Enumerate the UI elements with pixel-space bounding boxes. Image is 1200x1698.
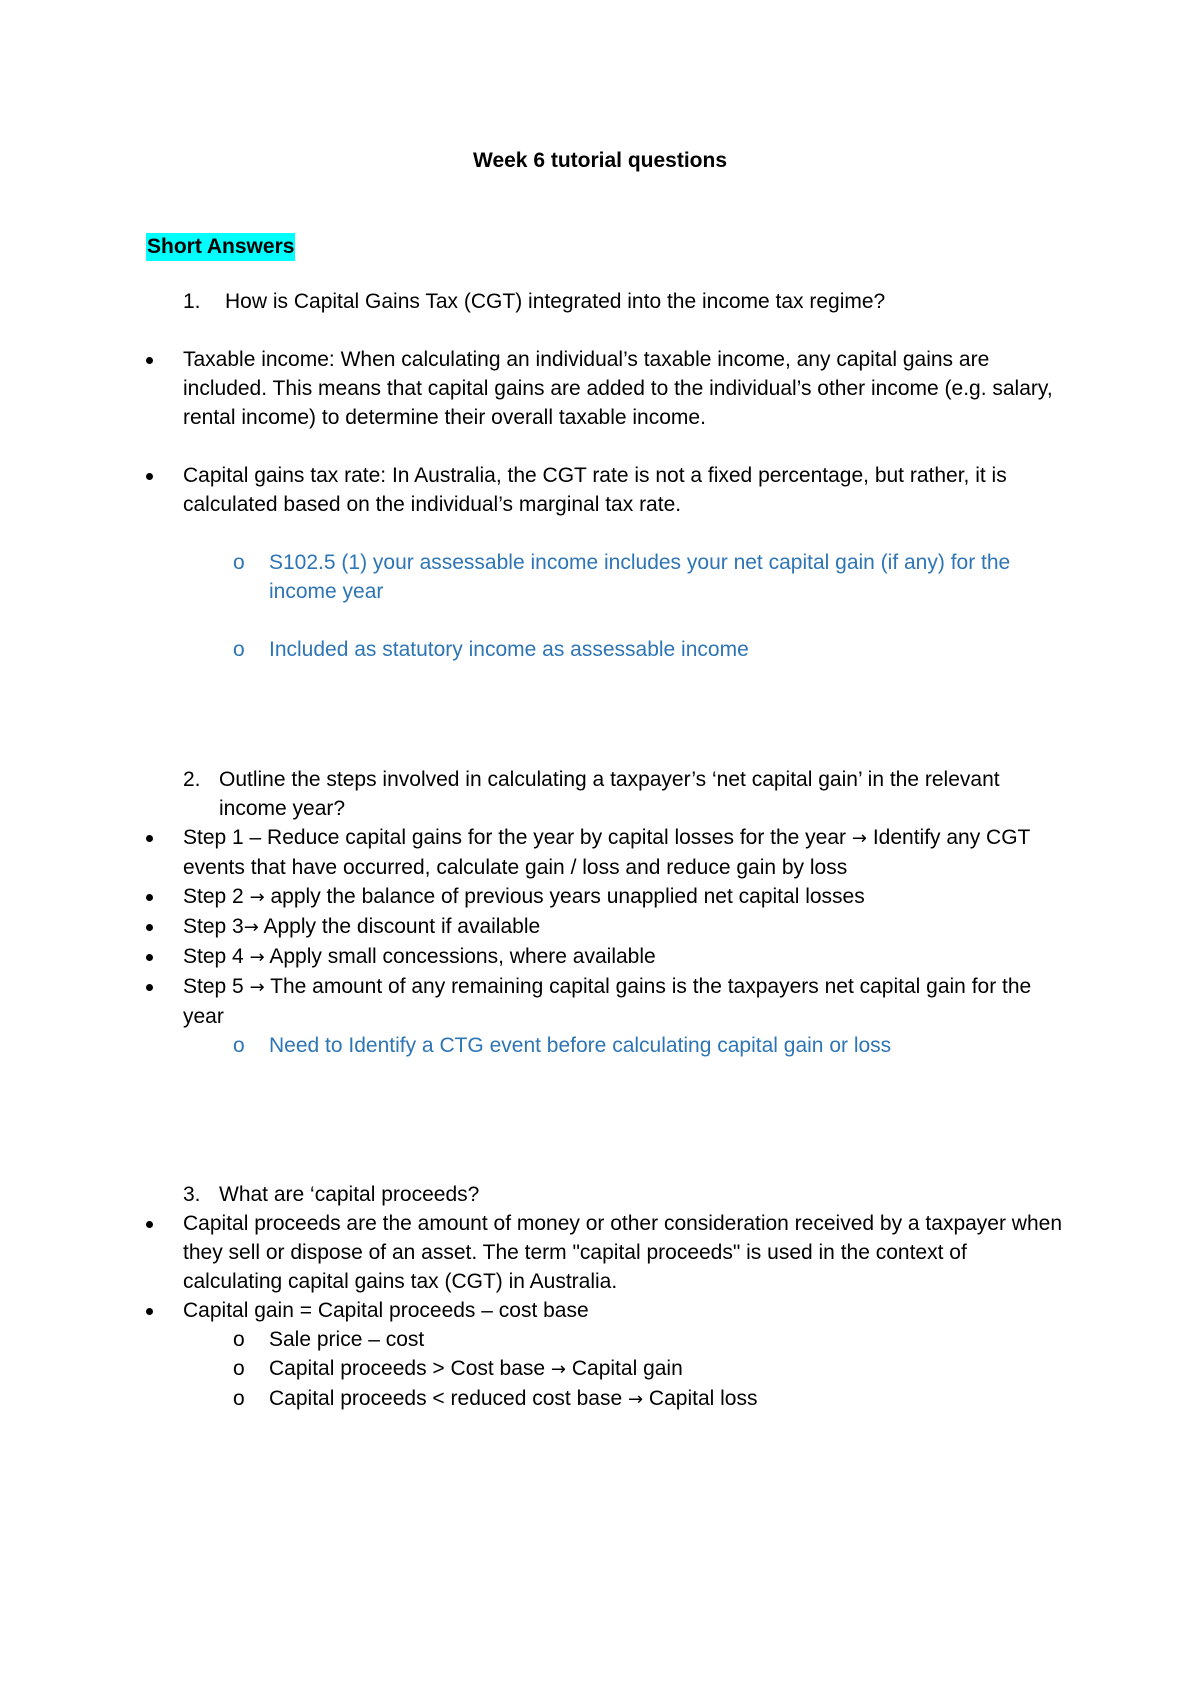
sub-list-item [0,1354,1049,1384]
bullet-icon [146,1308,153,1315]
question-text: What are ‘capital proceeds? [219,1183,480,1206]
question-1-block [0,287,1200,664]
section-heading: Short Answers [146,233,295,261]
question-number: 3. [183,1183,201,1206]
sub-bullet-result: Capital gain [571,1357,683,1380]
question-3 [0,1180,1059,1209]
question-2-block [0,765,1200,1060]
bullet-icon [146,954,153,961]
list-item [0,942,1063,972]
sub-bullet-text: S102.5 (1) your assessable income includes your net capital gain (if any) for the income year [269,551,1011,603]
circle-bullet-icon: o [233,551,245,574]
arrow-right-icon: → [249,947,265,968]
list-item [0,823,1063,882]
arrow-right-icon: → [249,887,265,908]
bullet-icon [146,1221,153,1228]
sub-bullet-text: Capital proceeds > Cost base [269,1357,546,1380]
arrow-right-icon: → [851,828,867,849]
question-1 [0,287,1065,316]
step-label: Step 3 [183,915,244,938]
circle-bullet-icon: o [233,1034,245,1057]
bullet-icon [146,894,153,901]
arrow-right-icon: → [249,977,265,998]
bullet-icon [146,357,153,364]
question-number: 1. [183,290,201,313]
list-item [0,882,1063,912]
step-label: Step 5 [183,975,244,998]
bullet-icon [146,473,153,480]
bullet-text: Capital gain = Capital proceeds – cost base [183,1299,589,1322]
question-text: How is Capital Gains Tax (CGT) integrated into the income tax regime? [225,290,886,313]
list-item [0,345,1063,432]
sub-bullet-text: Need to Identify a CTG event before calculating capital gain or loss [269,1034,892,1057]
step-text: Apply small concessions, where available [269,945,656,968]
step-text: The amount of any remaining capital gains is the taxpayers net capital gain for the year [183,975,1032,1028]
sub-bullet-text: Included as statutory income as assessable income [269,638,749,661]
sub-list-item [0,1031,1049,1060]
bullet-text: Capital gains tax rate: In Australia, the CGT rate is not a fixed percentage, but rather, it is calculated based on the individual’s marginal tax rate. [183,464,1007,516]
bullet-icon [146,924,153,931]
step-text: apply the balance of previous years unapplied net capital losses [270,885,865,908]
circle-bullet-icon: o [233,1328,245,1351]
arrow-right-icon: → [550,1359,567,1380]
circle-bullet-icon: o [233,638,245,661]
step-label: Step 1 – Reduce capital gains for the year by capital losses for the year [183,826,847,849]
sub-bullet-result: Capital loss [648,1387,758,1410]
step-label: Step 4 [183,945,244,968]
step-text: Apply the discount if available [263,915,541,938]
list-item [0,1209,1063,1296]
list-item [0,461,1063,519]
list-item [0,1296,1063,1325]
sub-list-item [0,635,1049,664]
sub-list-item [0,548,1049,606]
sub-list-item [0,1325,1049,1354]
list-item [0,912,1063,942]
question-2 [0,765,1059,823]
question-number: 2. [183,768,201,791]
step-label: Step 2 [183,885,244,908]
arrow-right-icon: → [243,917,259,938]
bullet-text: Taxable income: When calculating an individual’s taxable income, any capital gains are included. This means that capital gains are added to the individual’s other income (e.g. salary, rental income) to determine their overall taxable income. [183,348,1053,429]
bullet-icon [146,984,153,991]
circle-bullet-icon: o [233,1357,245,1380]
circle-bullet-icon: o [233,1387,245,1410]
arrow-right-icon: → [627,1389,644,1410]
list-item [0,972,1063,1031]
step-text: Identify any CGT events that have occurred, calculate gain / loss and reduce gain by loss [183,826,1031,879]
sub-bullet-text: Sale price – cost [269,1328,425,1351]
bullet-icon [146,835,153,842]
document-title: Week 6 tutorial questions [473,149,727,172]
sub-list-item [0,1384,1049,1414]
bullet-text: Capital proceeds are the amount of money or other consideration received by a taxpayer when they sell or dispose of an asset. The term "capital proceeds" is used in the context of calculating capital gains tax (CGT) in Australia. [183,1212,1063,1293]
sub-bullet-text: Capital proceeds < reduced cost base [269,1387,623,1410]
question-text: Outline the steps involved in calculating a taxpayer’s ‘net capital gain’ in the relevant income year? [219,768,1000,820]
question-3-block [0,1180,1200,1414]
